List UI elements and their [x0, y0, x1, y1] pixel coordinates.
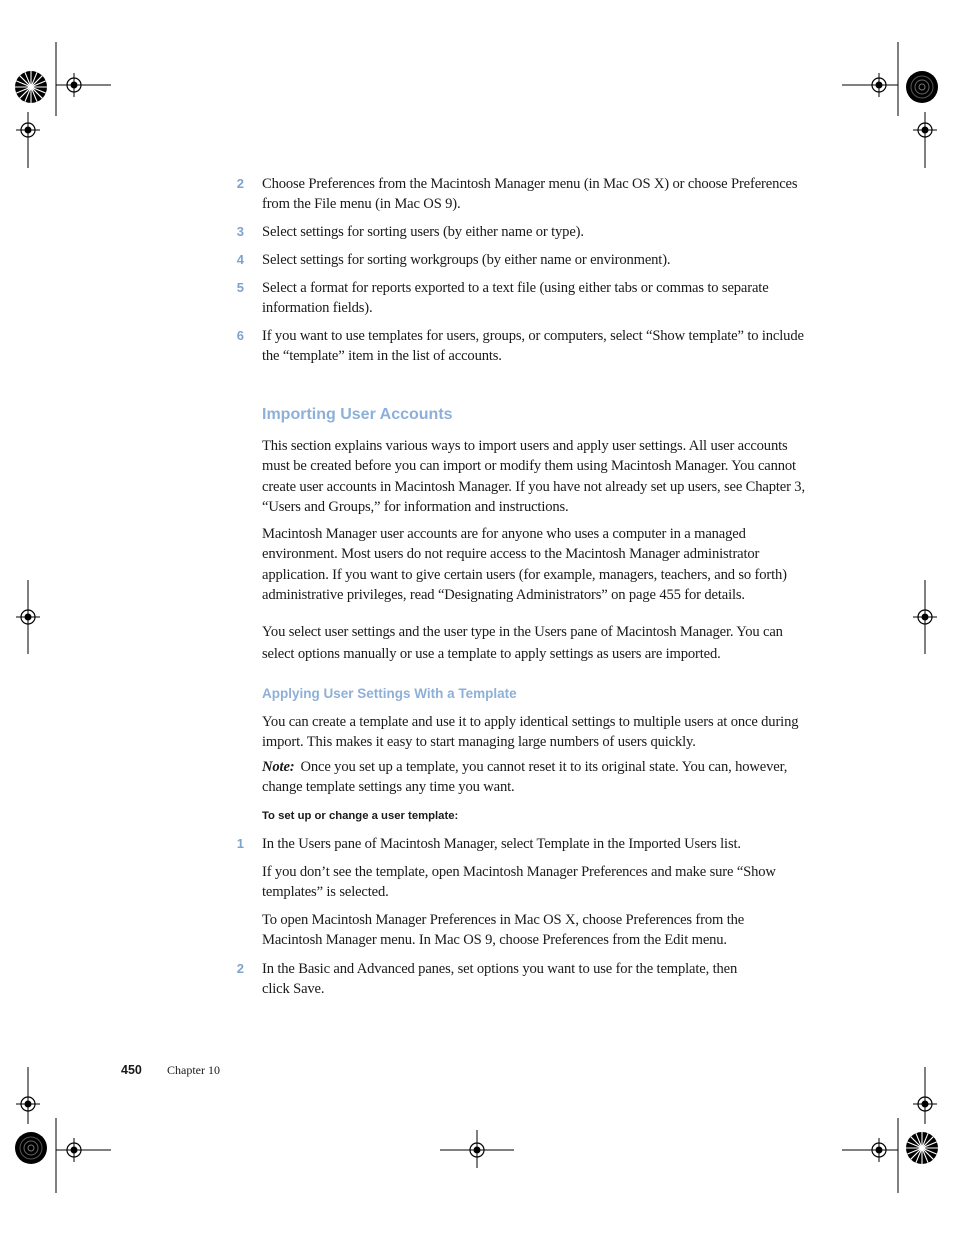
step-number: 5	[236, 280, 244, 295]
section-paragraph-1: This section explains various ways to import users and apply user settings. All user accounts must be created before you can import or modify them using Macintosh Manager. You cannot create user accounts in Macintosh Manager. If you have not already set up users, see Chapter 3, “Users and Groups,” for information and instructions.	[262, 438, 805, 515]
step-text: If you want to use templates for users, groups, or computers, select “Show template” to include the “template” item in the list of accounts.	[262, 328, 804, 365]
step-number: 1	[236, 836, 244, 851]
step-text: Choose Preferences from the Macintosh Manager menu (in Mac OS X) or choose Preferences from the File menu (in Mac OS 9).	[262, 176, 798, 213]
chapter-label: Chapter 10	[167, 1063, 220, 1077]
step-number: 6	[236, 328, 244, 343]
step-text: In the Basic and Advanced panes, set options you want to use for the template, then click Save.	[262, 961, 738, 998]
step-number: 4	[236, 252, 244, 267]
step-number: 3	[236, 224, 244, 239]
step-text: Select settings for sorting workgroups (by either name or environment).	[262, 252, 671, 268]
page-number: 450	[121, 1063, 142, 1077]
step-detail: If you don’t see the template, open Macintosh Manager Preferences and make sure “Show templates” is selected.	[262, 864, 776, 901]
step-detail: To open Macintosh Manager Preferences in Mac OS X, choose Preferences from the Macintosh Manager menu. In Mac OS 9, choose Preferences from the Edit menu.	[262, 912, 745, 949]
step-text: In the Users pane of Macintosh Manager, select Template in the Imported Users list.	[262, 836, 741, 852]
task-heading: To set up or change a user template:	[262, 810, 459, 822]
note	[262, 757, 807, 798]
step-number: 2	[236, 961, 244, 976]
subsection-heading: Applying User Settings With a Template	[262, 686, 517, 701]
section-paragraph-2: Macintosh Manager user accounts are for anyone who uses a computer in a managed environment. Most users do not require access to the Macintosh Manager administrator application. If you want to give certain users (for example, managers, teachers, and so forth) administrative privileges, read “Designating Administrators” on page 455 for details.	[262, 526, 787, 603]
note-text: Once you set up a template, you cannot reset it to its original state. You can, however, change template settings any time you want.	[262, 759, 788, 796]
step-text: Select settings for sorting users (by either name or type).	[262, 224, 584, 240]
note-label: Note:	[262, 759, 295, 775]
section-paragraph-3: You select user settings and the user type in the Users pane of Macintosh Manager. You can select options manually or use a template to apply settings as users are imported.	[262, 624, 783, 662]
step-text: Select a format for reports exported to a text file (using either tabs or commas to separate information fields).	[262, 280, 769, 317]
subsection-paragraph: You can create a template and use it to apply identical settings to multiple users at once during import. This makes it easy to start managing large numbers of users quickly.	[262, 714, 799, 751]
section-heading: Importing User Accounts	[262, 406, 453, 423]
step-number: 2	[236, 176, 244, 191]
